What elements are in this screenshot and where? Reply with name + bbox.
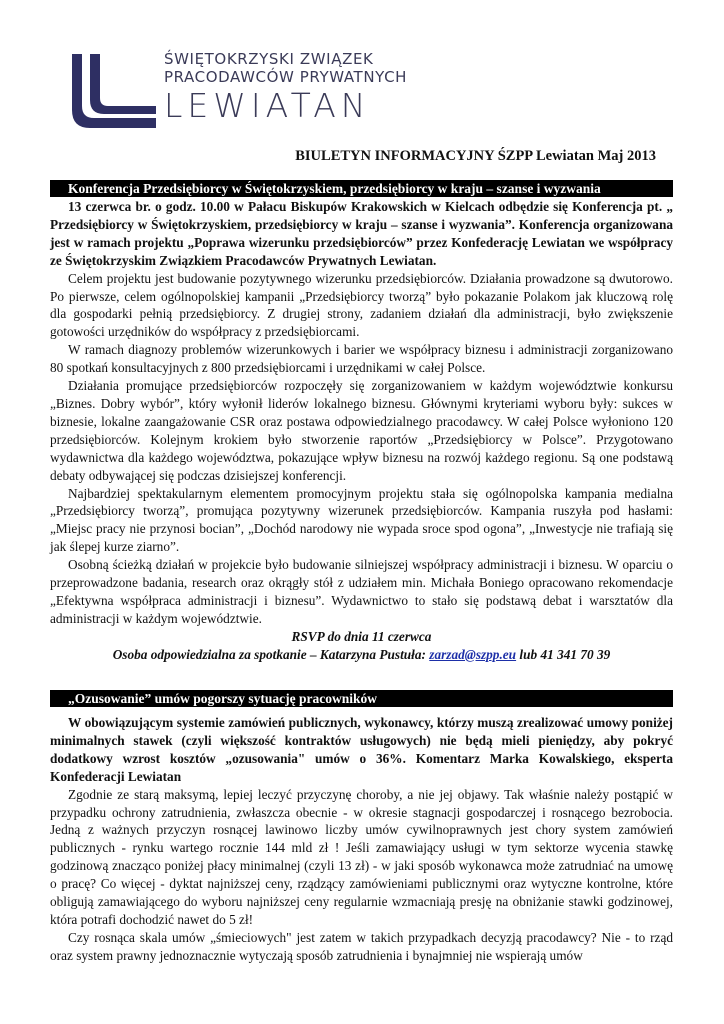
org-name-line2: PRACODAWCÓW PRYWATNYCH xyxy=(164,68,408,86)
section2-lead: W obowiązującym systemie zamówień publicznych, wykonawcy, którzy muszą zrealizować umowy poniżej minimalnych stawek (czyli większość kontraktów usługowych) nie będą mieli pieniędzy, aby pokryć dodatkowy wzrost kosztów „ozusowania" umów o 36%. Komentarz Marka Kowalskiego, eksperta Konfederacji Lewiatan xyxy=(50,715,673,784)
section1-heading: Konferencja Przedsiębiorcy w Świętokrzyskiem, przedsiębiorcy w kraju – szanse i wyzwania xyxy=(50,180,673,197)
section2-body xyxy=(50,714,673,965)
section1-paragraph: W ramach diagnozy problemów wizerunkowych i barier we współpracy biznesu i administracji zorganizowano 80 spotkań konsultacyjnych z 800 przedsiębiorcami i urzędnikami w całej Polsce. xyxy=(50,342,673,376)
lewiatan-logo xyxy=(68,48,408,130)
section2-paragraph: Zgodnie ze starą maksymą, lepiej leczyć przyczynę choroby, a nie jej objawy. Tak właśnie należy postąpić w przypadku ochrony zatrudnienia, zwłaszcza obecnie - w okresie stagnacji gospodarczej i rosnącego bezrobocia. Jedną z ważnych przyczyn rosnącej lawinowo liczby umów cywilnoprawnych jest chory system zamówień publicznych - rynku wartego rocznie 144 mld zł ! Jeśli zamawiający usługi w tym sektorze wycenia stawkę godzinową znacząco poniżej płacy minimalnej (czyli 13 zł) - w jaki sposób wykonawca może zatrudniać na umowę o pracę? Co więcej - dyktat najniższej ceny, rządzący zamówieniami publicznymi oraz wytyczne kontrolne, które obligują zamawiającego do wyboru najniższej ceny regularnie wzmacniają presję na obniżanie stawki godzinowej, która potrafi dochodzić nawet do 5 zł! xyxy=(50,786,673,927)
section1-paragraph: Celem projektu jest budowanie pozytywnego wizerunku przedsiębiorców. Działania prowadzone są dwutorowo. Po pierwsze, celem ogólnopolskiej kampanii „Przedsiębiorcy tworzą” było pokazanie Polakom jak kluczową rolę dla gospodarki pełnią przedsiębiorcy. Z drugiej strony, zadaniem działań dla administracji, było zwiększenie gotowości urzędników do współpracy z przedsiębiorcami. xyxy=(50,270,673,340)
contact-prefix: Osoba odpowiedzialna za spotkanie – Katarzyna Pustuła: xyxy=(112,646,430,662)
contact-line xyxy=(50,646,673,664)
contact-email-link[interactable]: zarzad@szpp.eu xyxy=(429,646,517,662)
contact-suffix: lub 41 341 70 39 xyxy=(516,646,611,662)
section1-paragraph: Osobną ścieżką działań w projekcie było budowanie silniejszej współpracy administracji i biznesu. W oparciu o przeprowadzone badania, research oraz okrągły stół z udziałem min. Michała Boniego opracowano rekomendacje „Efektywna współpraca administracji i biznesu”. Wydawnictwo to stało się podstawą debat i warsztatów dla administracji w każdym województwie. xyxy=(50,557,673,626)
section1-paragraph: Najbardziej spektakularnym elementem promocyjnym projektu stała się ogólnopolska kampania medialna „Przedsiębiorcy tworzą”, promująca pozytywny wizerunek przedsiębiorców. Kampania ruszyła pod hasłami: „Miejsc pracy nie przynosi bocian”, „Dochód narodowy nie wypada sroce spod ogona”, „Inwestycje nie trafiają się jak ślepej kurze ziarno”. xyxy=(50,485,673,555)
section2-heading: „Ozusowanie” umów pogorszy sytuację pracowników xyxy=(50,690,673,707)
org-name-lewiatan: LEWIATAN xyxy=(164,86,371,125)
section1-lead: 13 czerwca br. o godz. 10.00 w Pałacu Biskupów Krakowskich w Kielcach odbędzie się Konferencja pt. „ Przedsiębiorcy w Świętokrzyskiem, przedsiębiorcy w kraju – szanse i wyzwania”. Konferencja organizowana jest w ramach projektu „Poprawa wizerunku przedsiębiorców” przez Konfederację Lewiatan we współpracy ze Świętokrzyskim Związkiem Pracodawców Prywatnych Lewiatan. xyxy=(50,199,673,268)
section1-body xyxy=(50,198,673,664)
bulletin-title: BIULETYN INFORMACYJNY ŚZPP Lewiatan Maj 2013 xyxy=(295,148,656,164)
org-name-line1: ŚWIĘTOKRZYSKI ZWIĄZEK xyxy=(164,50,374,68)
section2-paragraph: Czy rosnąca skala umów „śmieciowych" jest zatem w takich przypadkach decyzją pracodawcy? Nie - to rząd oraz system prawny jednoznacznie wytyczają sposób zatrudnienia i bynajmniej nie wspierają umów xyxy=(50,929,673,963)
section1-paragraph: Działania promujące przedsiębiorców rozpoczęły się zorganizowaniem w każdym województwie konkursu „Biznes. Dobry wybór”, który wyłonił liderów lokalnego biznesu. Głównymi kryteriami wyboru były: sukces w biznesie, lokalne zaangażowanie CSR oraz postawa odpowiedzialnego pracodawcy. W całej Polsce wyłoniono 120 przedsiębiorców. Kolejnym krokiem było stworzenie raportów „Przedsiębiorcy w Polsce”. Przygotowano wydawnictwa dla każdego województwa, pokazujące wpływ biznesu na rozwój każdego regionu. Są one podstawą debaty odbywającej się podczas dzisiejszej konferencji. xyxy=(50,378,673,483)
rsvp-line: RSVP do dnia 11 czerwca xyxy=(291,628,432,644)
lewiatan-logo-mark-icon xyxy=(68,48,160,132)
